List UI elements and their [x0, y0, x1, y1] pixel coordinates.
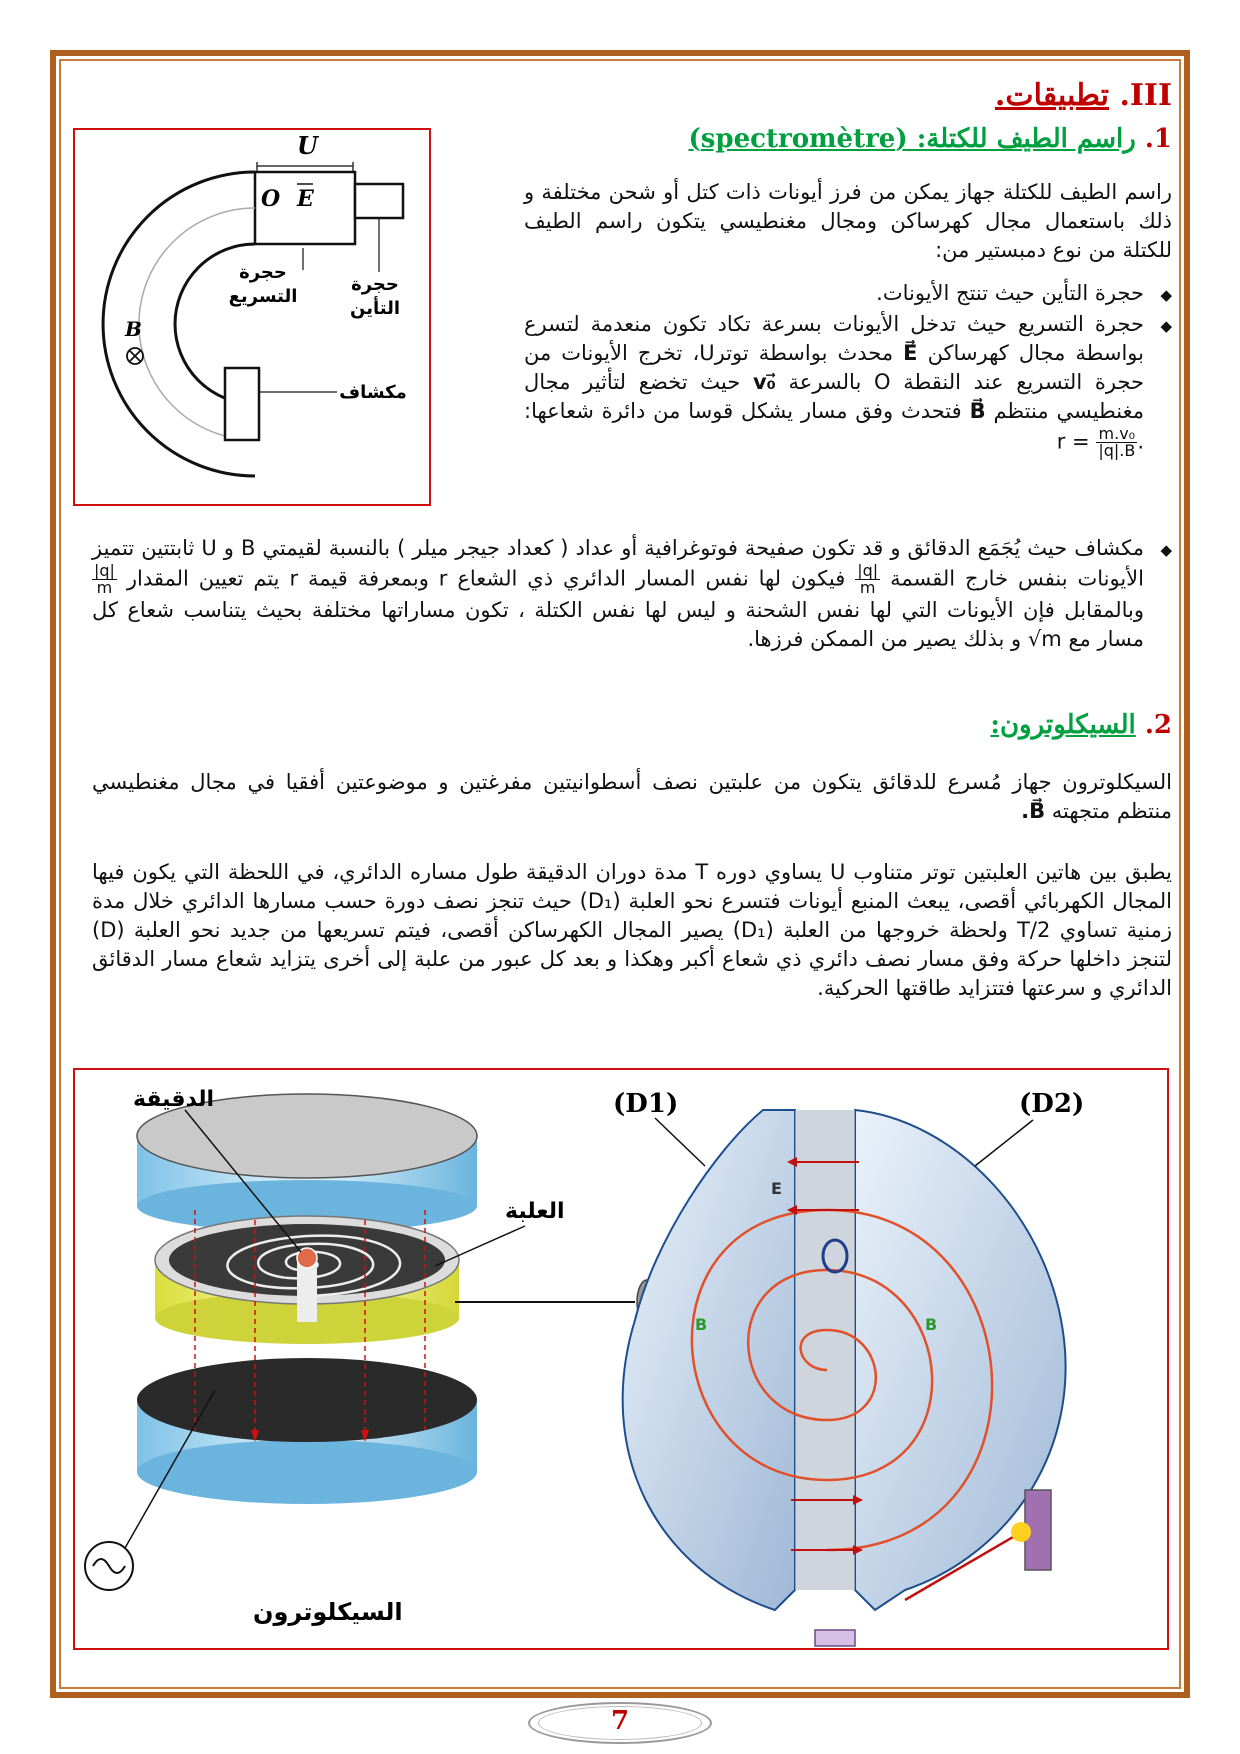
spectrometer-title: راسم الطيف للكتلة: (spectromètre) [688, 124, 1136, 154]
cyclotron-number: 2. [1144, 710, 1172, 740]
formula-denominator: |q|.B [1098, 441, 1136, 460]
list-item [524, 310, 1172, 459]
label-b-left: B [695, 1315, 708, 1334]
frac-q-num-2: |q| [94, 561, 115, 580]
label-detector: مكشاف [339, 382, 407, 403]
spectrometer-number: 1. [1144, 124, 1172, 154]
vector-e: E⃗ [903, 341, 918, 365]
label-e-field: E [771, 1179, 782, 1198]
section-number: III. [1119, 78, 1172, 113]
spectrometer-intro [524, 178, 1172, 461]
section-title [995, 78, 1172, 113]
gap-region [795, 1110, 855, 1590]
label-ion-2: التأين [350, 298, 400, 319]
vector-v0: v₀⃗ [752, 370, 776, 394]
spectrometer-list [524, 279, 1172, 459]
label-box: العلبة [505, 1199, 565, 1224]
label-d1: (D1) [613, 1089, 679, 1119]
vector-b: B⃗ [969, 399, 986, 423]
frac-m-den: m [859, 578, 876, 597]
detector-paragraph [92, 534, 1172, 656]
detector-list [92, 534, 1172, 654]
cyclotron-heading [990, 710, 1172, 740]
section-title-text: تطبيقات. [994, 78, 1109, 113]
cyclotron-p1-text: السيكلوترون جهاز مُسرع للدقائق يتكون من علبتين نصف أسطوانيتين مفرغتين و موضوعتين أفقيا في مجال مغنطيسي منتظم متجهته [92, 770, 1172, 823]
radius-formula: r = $\frac{\text{m.v₀}}{|q|.B}$ . [1056, 424, 1144, 460]
spectrometer-figure [73, 128, 431, 506]
formula-numerator: m.v₀ [1096, 426, 1137, 443]
bullet-accel-c: حيث تخضع لتأثير مجال مغنطيسي منتظم [524, 370, 1144, 423]
dee-d1 [623, 1110, 795, 1610]
label-d2: (D2) [1019, 1089, 1085, 1119]
label-particle: الدقيقة [133, 1087, 215, 1112]
bullet-detector-c: وبالمقابل فإن الأيونات التي لها نفس الشحنة و ليس لها نفس الكتلة ، تكون مساراتها مختلفة بحيث يتناسب شعاع كل مسار مع [92, 598, 1144, 651]
label-u: U [297, 131, 318, 160]
list-item [92, 534, 1172, 654]
bullet-detector-d: و بذلك يصير من الممكن فرزها. [747, 627, 1022, 651]
list-item [524, 279, 1172, 308]
frac-m-den-2: m [96, 578, 113, 597]
cyclotron-vector-b: B⃗. [1021, 799, 1046, 823]
spectrometer-diagram [75, 130, 429, 504]
frac-q-num: |q| [857, 561, 879, 580]
bullet-accel-b: محدث بواسطة توترU، تخرج الأيونات من حجرة التسريع عند النقطة O بالسرعة [524, 341, 1144, 394]
cyclotron-diagram [75, 1070, 1167, 1648]
label-b: B [125, 317, 142, 341]
label-b-right: B [925, 1315, 938, 1334]
bullet-detector-b: فيكون لها نفس المسار الدائري ذي الشعاع r وبمعرفة قيمة r يتم تعيين المقدار [126, 566, 846, 591]
ionization-chamber [355, 184, 403, 218]
label-ion-1: حجرة [351, 274, 399, 295]
impact-flash-icon [1011, 1522, 1031, 1542]
sqrt-m: √m [1027, 627, 1062, 651]
cyclotron-title: السيكلوترون: [990, 710, 1136, 740]
cyclotron-p1 [92, 768, 1172, 826]
label-o: O [261, 186, 281, 212]
bullet-detector-a: مكشاف حيث يُجَمَع الدقائق و قد تكون صفيحة فوتوغرافية أو عداد ( كعداد جيجر ميلر ) بالنسبة لقيمتي B و U ثابتتين تتميز الأيونات بنفس خارج القسمة [92, 536, 1144, 591]
cyclotron-figure [73, 1068, 1169, 1650]
bullet-accel-d: فتحدث وفق مسار يشكل قوسا من دائرة شعاعها: [524, 399, 962, 423]
bottom-magnet-face [137, 1358, 477, 1442]
label-e: E [297, 186, 314, 212]
page-number: 7 [610, 1706, 630, 1736]
label-accel-2: التسريع [228, 286, 298, 307]
cyclotron-dees-model [613, 1089, 1084, 1646]
detector-box [225, 368, 259, 440]
spectrometer-heading [688, 124, 1172, 154]
label-accel-1: حجرة [239, 262, 287, 283]
label-cyclotron: السيكلوترون [253, 1598, 403, 1626]
bullet-accel-a: حجرة التسريع حيث تدخل الأيونات بسرعة تكاد تكون منعدمة لتسرع بواسطة مجال كهرساكن [524, 312, 1144, 365]
cyclotron-p2: يطبق بين هاتين العلبتين توتر متناوب U يساوي دوره T مدة دوران الدقيقة طول مساره الدائري، في اللحظة التي يكون فيها المجال الكهربائي أقصى، يبعث المنبع أيونات فتسرع نحو العلبة (D₁) حيث تنجز نصف دورة حسب مسارها الدائري خلال مدة زمنية تساوي T/2 ولحظة خروجها من العلبة (D₁) يصير المجال الكهرساكن أقصى، فيتم تسريعها من جديد نحو العلبة (D) لتنجز داخلها حركة وفق مسار نصف دائري ذي شعاع أكبر وهكذا و بعد كل عبور من علبة إلى أخرى يتزايد شعاع مسار الدقائق الدائري و سرعتها فتتزايد طاقتها الحركية. [92, 860, 1173, 1000]
cyclotron-3d-model [85, 1087, 657, 1626]
bullet-ionization: حجرة التأين حيث تنتج الأيونات. [876, 281, 1144, 305]
spectrometer-intro-text: راسم الطيف للكتلة جهاز يمكن من فرز أيونات ذات كتل أو شحن مختلفة و ذلك باستعمال مجال كهرساكن ومجال مغنطيسي يتكون راسم الطيف للكتلة من نوع دمبستير من: [524, 180, 1172, 262]
formula-lhs: r = [1056, 429, 1090, 454]
ac-connector-icon [815, 1630, 855, 1646]
